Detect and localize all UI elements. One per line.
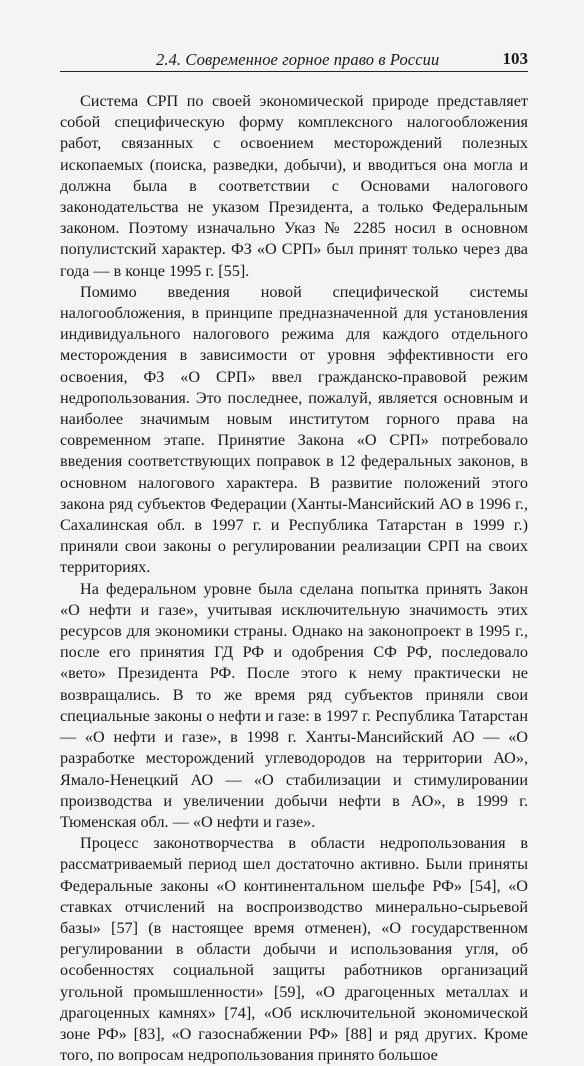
paragraph-1: Система СРП по своей экономической природе представляет собой специфическую форму комплексного налогообложения работ, связанных с освоением месторождений полезных ископаемых (поиска, разведки, добычи), и вводиться она могла и должна была в соответствии с Основами налогового законодательства не указом Президента, а только Федеральным законом. Поэтому изначально Указ № 2285 носил в основном популистский характер. ФЗ «О СРП» был принят только через два года — в конце 1995 г. [55].: [60, 92, 528, 280]
page-number: 103: [502, 49, 528, 68]
paragraph-4: Процесс законотворчества в области недропользования в рассматриваемый период шел достаточно активно. Были приняты Федеральные законы «О континентальном шельфе РФ» [54], «О ставках отчислений на воспроизводство минерально-сырьевой базы» [57] (в настоящее время отменен), «О государственном регулировании в области добычи и использования угля, об особенностях социальной защиты работников организаций угольной промышленности» [59], «О драгоценных металлах и драгоценных камнях» [74], «Об исключительной экономической зоне РФ» [83], «О газоснабжении РФ» [88] и ряд других. Кроме того, по вопросам недропользования принято большое: [60, 834, 528, 1065]
header-title: 2.4. Современное горное право в России: [156, 50, 440, 69]
header-rule: [60, 71, 528, 72]
running-header: [60, 50, 528, 72]
body-text: [60, 91, 528, 1066]
paragraph-3: На федеральном уровне была сделана попытка принять Закон «О нефти и газе», учитывая исключительную значимость этих ресурсов для экономики страны. Однако на законопроект в 1995 г., после его принятия ГД РФ и одобрения СФ РФ, последовало «вето» Президента РФ. После этого к нему практически не возвращались. В то же время ряд субъектов приняли свои специальные законы о нефти и газе: в 1997 г. Республика Татарстан — «О нефти и газе», в 1998 г. Ханты-Мансийский АО — «О разработке месторождений углеводородов на территории АО», Ямало-Ненецкий АО — «О стабилизации и стимулировании производства и увеличении добычи нефти в АО», в 1999 г. Тюменская обл. — «О нефти и газе».: [60, 579, 528, 831]
paragraph-2: Помимо введения новой специфической системы налогообложения, в принципе предназначенной для установления индивидуального налогового режима для каждого отдельного месторождения в зависимости от уровня эффективности его освоения, ФЗ «О СРП» ввел гражданско-правовой режим недропользования. Это последнее, пожалуй, является основным и наиболее значимым новым институтом горного права на современном этапе. Принятие Закона «О СРП» потребовало введения соответствующих поправок в 12 федеральных законов, в основном налогового характера. В развитие положений этого закона ряд субъектов Федерации (Ханты-Мансийский АО в 1996 г., Сахалинская обл. в 1997 г. и Республика Татарстан в 1999 г.) приняли свои законы о регулировании реализации СРП на своих территориях.: [60, 282, 528, 577]
